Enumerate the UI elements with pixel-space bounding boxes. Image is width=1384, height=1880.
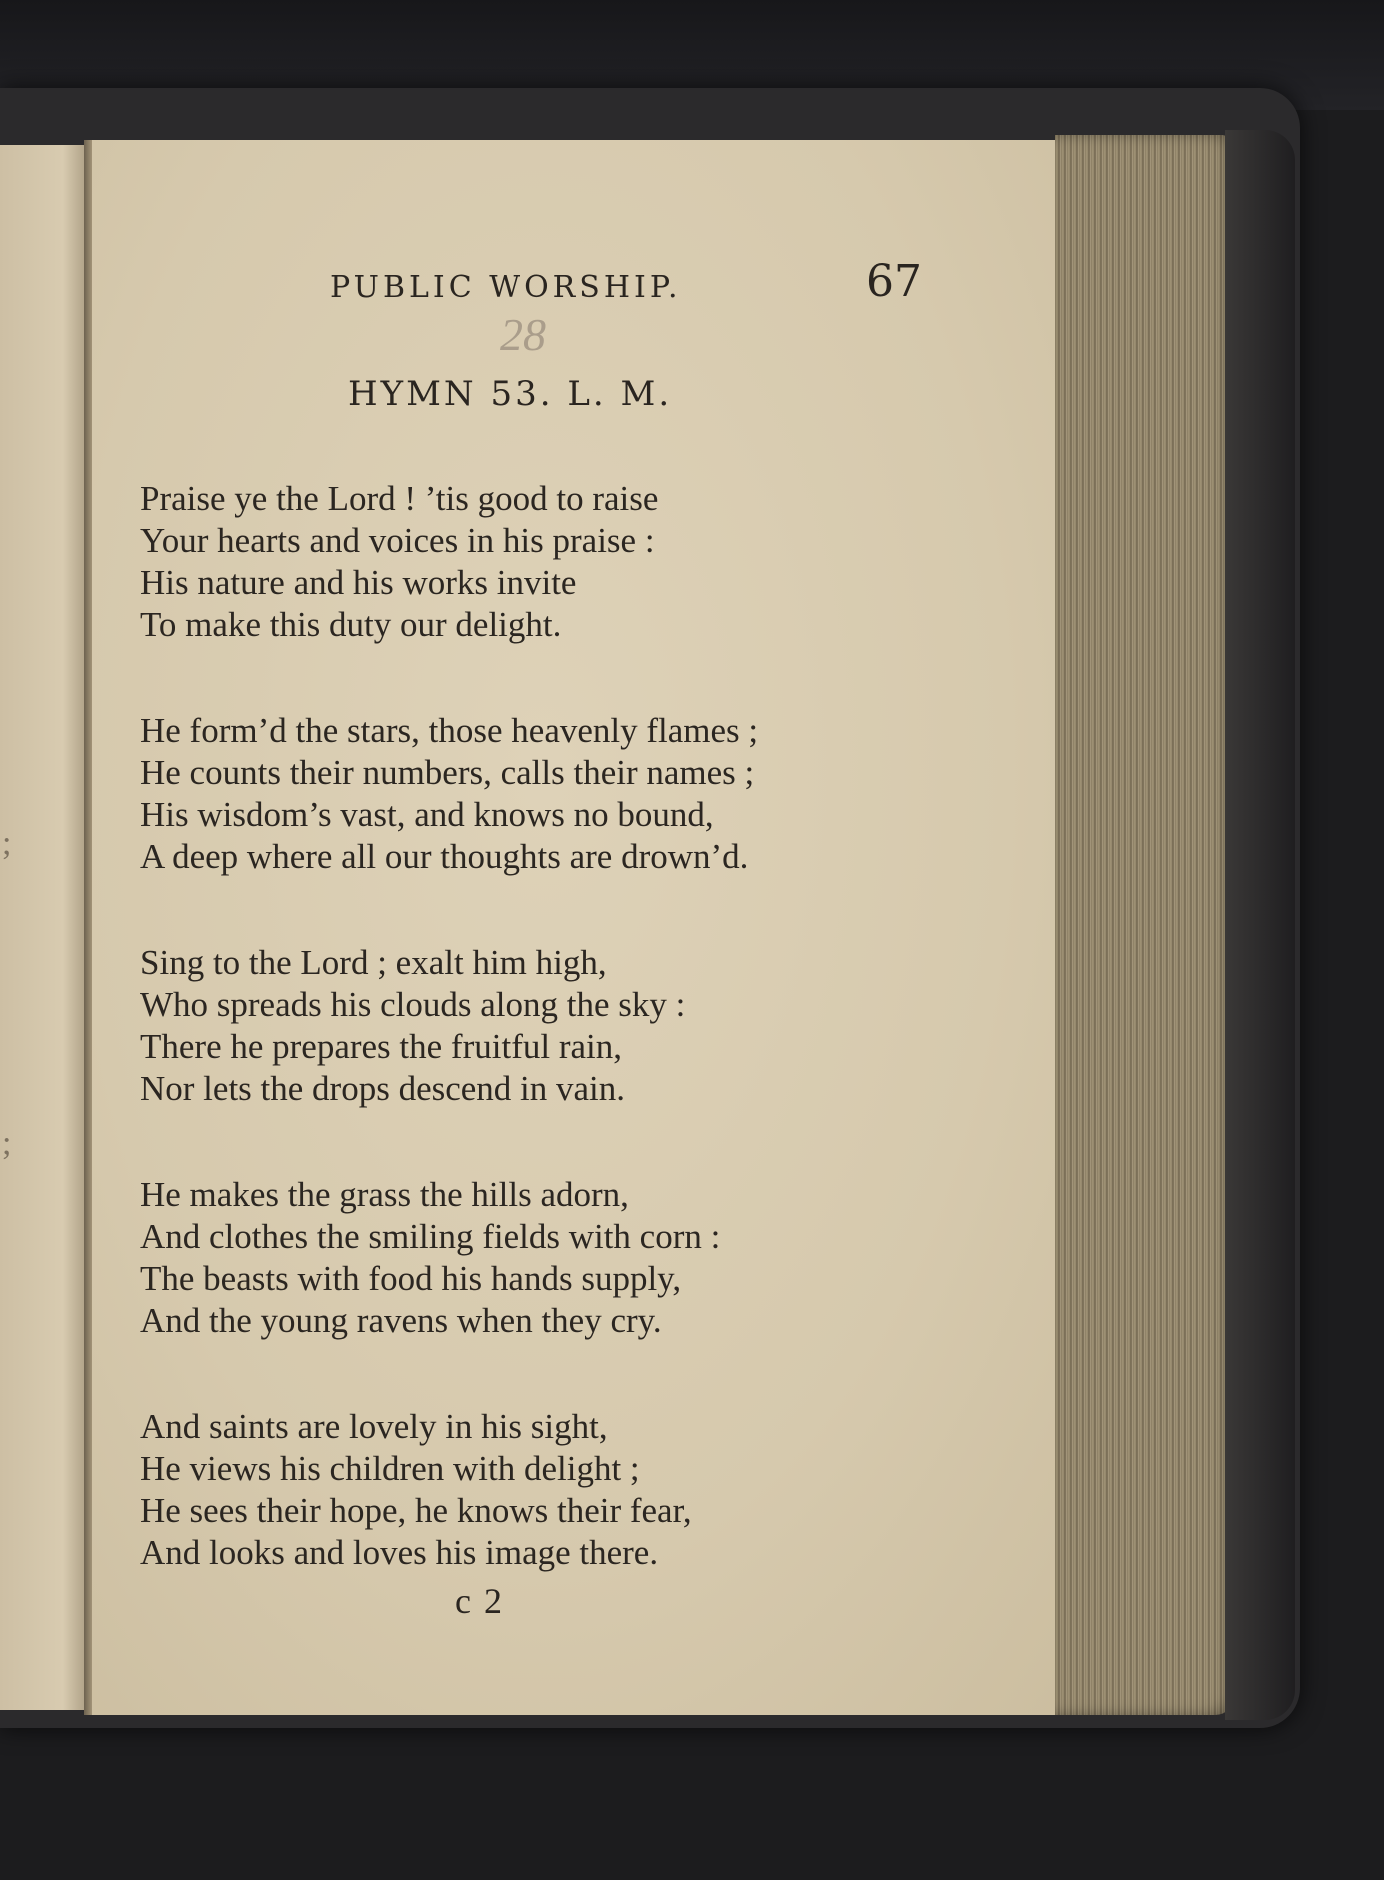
stanza-4 [140,1174,720,1342]
verse-line: And the young ravens when they cry. [140,1301,662,1340]
verse-line: And looks and loves his image there. [140,1533,659,1572]
running-head: PUBLIC WORSHIP. [330,270,682,305]
verse-line: Who spreads his clouds along the sky : [140,985,686,1024]
signature-mark: c 2 [455,1581,504,1621]
hymn-title: HYMN 53. L. M. [348,374,673,414]
stanza-5 [140,1406,692,1574]
left-page [0,145,90,1710]
left-page-fragment: ; [2,1125,12,1162]
verse-line: He counts their numbers, calls their names ; [140,753,755,792]
verse-line: He views his children with delight ; [140,1449,640,1488]
verse-line: And clothes the smiling fields with corn : [140,1217,721,1256]
verse-line: His wisdom’s vast, and knows no bound, [140,795,714,834]
verse-line: To make this duty our delight. [140,605,562,644]
verse-line: He makes the grass the hills adorn, [140,1175,629,1214]
page-edges [1055,135,1235,1715]
page-number: 67 [866,256,922,307]
verse-line: A deep where all our thoughts are drown’d. [140,837,749,876]
verse-line: Sing to the Lord ; exalt him high, [140,943,607,982]
stanza-3 [140,942,685,1110]
verse-line: Praise ye the Lord ! ’tis good to raise [140,479,659,518]
verse-line: He form’d the stars, those heavenly flames ; [140,711,759,750]
verse-line: There he prepares the fruitful rain, [140,1027,622,1066]
verse-line: Nor lets the drops descend in vain. [140,1069,626,1108]
verse-line: He sees their hope, he knows their fear, [140,1491,692,1530]
verse-line: The beasts with food his hands supply, [140,1259,682,1298]
verse-line: And saints are lovely in his sight, [140,1407,608,1446]
verse-line: Your hearts and voices in his praise : [140,521,655,560]
left-page-fragment: ; [2,825,12,862]
stanza-2 [140,710,758,878]
cover-edge [1225,130,1295,1720]
stanza-1 [140,478,658,646]
pencil-note: 28 [500,309,546,360]
verse-line: His nature and his works invite [140,563,577,602]
